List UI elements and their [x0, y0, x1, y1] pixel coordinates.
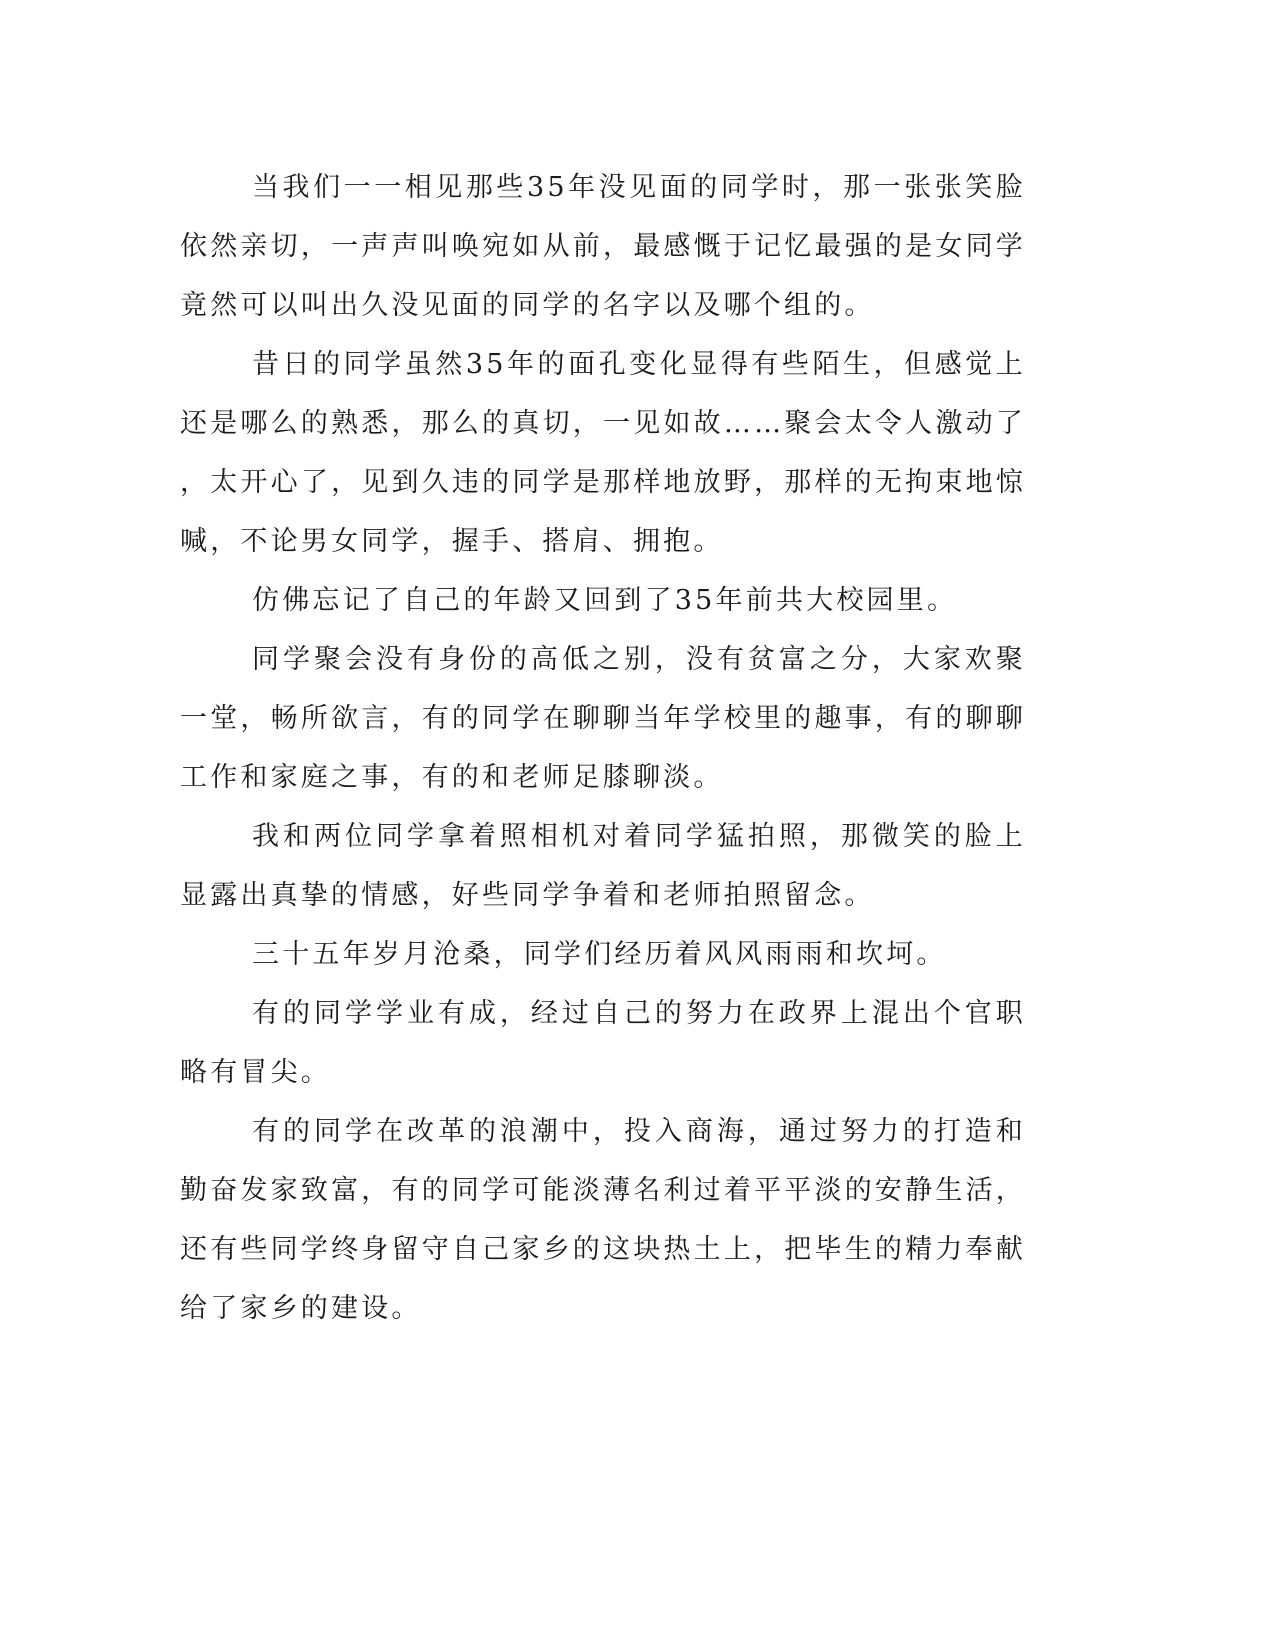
paragraph-5: 我和两位同学拿着照相机对着同学猛拍照，那微笑的脸上显露出真挚的情感，好些同学争着和老师拍照留念。	[180, 821, 1026, 911]
paragraph-3: 仿佛忘记了自己的年龄又回到了35年前共大校园里。	[252, 585, 958, 616]
paragraph-7: 有的同学学业有成，经过自己的努力在政界上混出个官职略有冒尖。	[180, 998, 1026, 1088]
paragraph-6: 三十五年岁月沧桑，同学们经历着风风雨雨和坎坷。	[252, 939, 947, 970]
document-body	[180, 158, 1026, 1338]
paragraph-1: 当我们一一相见那些35年没见面的同学时，那一张张笑脸依然亲切，一声声叫唤宛如从前，最感慨于记忆最强的是女同学竟然可以叫出久没见面的同学的名字以及哪个组的。	[180, 172, 1026, 321]
paragraph-8: 有的同学在改革的浪潮中，投入商海，通过努力的打造和勤奋发家致富，有的同学可能淡薄名利过着平平淡的安静生活，还有些同学终身留守自己家乡的这块热土上，把毕生的精力奉献给了家乡的建设。	[180, 1116, 1026, 1324]
paragraph-4: 同学聚会没有身份的高低之别，没有贫富之分，大家欢聚一堂，畅所欲言，有的同学在聊聊当年学校里的趣事，有的聊聊工作和家庭之事，有的和老师足膝聊淡。	[180, 644, 1026, 793]
paragraph-2: 昔日的同学虽然35年的面孔变化显得有些陌生，但感觉上还是哪么的熟悉，那么的真切，一见如故……聚会太令人激动了，太开心了，见到久违的同学是那样地放野，那样的无拘束地惊喊，不论男女同学，握手、搭肩、拥抱。	[180, 349, 1026, 557]
